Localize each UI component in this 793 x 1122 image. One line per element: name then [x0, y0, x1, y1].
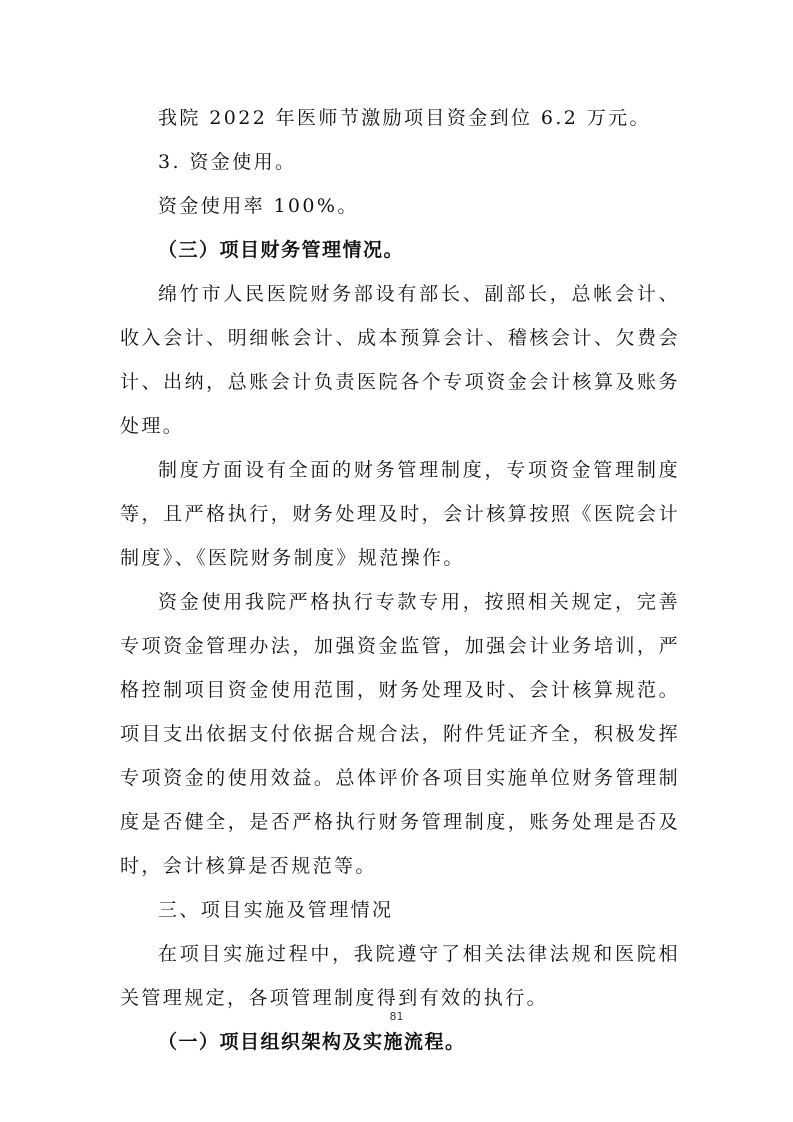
- paragraph-finance-department: 绵竹市人民医院财务部设有部长、副部长，总帐会计、收入会计、明细帐会计、成本预算会计、稽核会计、欠费会计、出纳，总账会计负责医院各个专项资金会计核算及账务处理。: [120, 283, 680, 437]
- document-body: [120, 96, 680, 1064]
- section-heading-organization: （一）项目组织架构及实施流程。: [158, 1031, 466, 1053]
- section-heading-financial-management: （三）项目财务管理情况。: [158, 239, 405, 261]
- paragraph-fund-control: 资金使用我院严格执行专款专用，按照相关规定，完善专项资金管理办法，加强资金监管，加强会计业务培训，严格控制项目资金使用范围，财务处理及时、会计核算规范。项目支出依据支付依据合规合法，附件凭证齐全，积极发挥专项资金的使用效益。总体评价各项目实施单位财务管理制度是否健全，是否严格执行财务管理制度，账务处理是否及时，会计核算是否规范等。: [120, 591, 680, 877]
- section-heading-implementation: 三、项目实施及管理情况: [158, 899, 394, 921]
- paragraph-compliance: 在项目实施过程中，我院遵守了相关法律法规和医院相关管理规定，各项管理制度得到有效的执行。: [120, 943, 680, 1009]
- page-number: 81: [389, 1010, 404, 1023]
- paragraph-fund-usage-title: 3. 资金使用。: [158, 151, 297, 173]
- paragraph-usage-rate: 资金使用率 100%。: [158, 195, 359, 217]
- paragraph-regulations: 制度方面设有全面的财务管理制度，专项资金管理制度等，且严格执行，财务处理及时，会计核算按照《医院会计制度》、《医院财务制度》规范操作。: [120, 459, 680, 569]
- paragraph-funding: 我院 2022 年医师节激励项目资金到位 6.2 万元。: [158, 107, 651, 129]
